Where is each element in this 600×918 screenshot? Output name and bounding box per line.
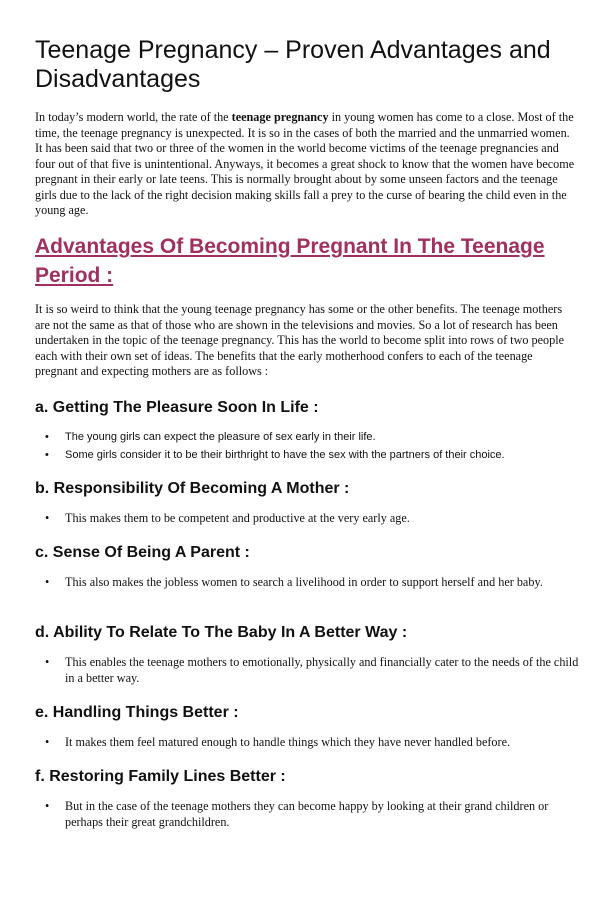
bullet-list (35, 430, 580, 463)
list-item (35, 448, 580, 464)
section-heading: a. Getting The Pleasure Soon In Life : (35, 399, 319, 416)
list-item-text: But in the case of the teenage mothers they can become happy by looking at their grand children or perhaps their great grandchildren. (65, 799, 549, 829)
intro-paragraph (35, 110, 575, 219)
list-item-text: It makes them feel matured enough to handle things which they have never handled before. (65, 735, 511, 749)
bullet-list (35, 799, 580, 830)
bullet-icon: • (45, 735, 50, 749)
bullet-icon: • (45, 575, 50, 589)
list-item-text: This enables the teenage mothers to emotionally, physically and financially cater to the needs of the child in a better way. (65, 655, 579, 685)
section-heading: d. Ability To Relate To The Baby In A Better Way : (35, 624, 408, 641)
section-heading: e. Handling Things Better : (35, 704, 239, 721)
list-item (35, 655, 580, 686)
section-heading: b. Responsibility Of Becoming A Mother : (35, 480, 350, 497)
section-heading: f. Restoring Family Lines Better : (35, 768, 286, 785)
page-title: Teenage Pregnancy – Proven Advantages and Disadvantages (35, 36, 551, 93)
list-item (35, 799, 580, 830)
bullet-icon: • (45, 448, 49, 461)
list-item (35, 575, 580, 591)
section-d (35, 623, 580, 688)
bullet-icon: • (45, 799, 50, 813)
bullet-icon: • (45, 511, 50, 525)
intro-text-before: In today’s modern world, the rate of the (35, 110, 232, 124)
list-item (35, 735, 580, 751)
list-item-text: This also makes the jobless women to search a livelihood in order to support herself and her baby. (65, 575, 543, 589)
bullet-icon: • (45, 431, 49, 443)
section-f (35, 767, 580, 832)
list-item-text: The young girls can expect the pleasure of sex early in their life. (65, 431, 376, 443)
bullet-list (35, 655, 580, 686)
intro-text-after: in young women has come to a close. Most of the time, the teenage pregnancy is unexpected. It is so in the cases of both the married and the unmarried women. It has been said that two or three of the women in the world become victims of the teenage pregnancies and four out of that five is unintentional. Anyways, it becomes a great shock to know that the women have become pregnant in their early or late teens. This is normally brought about by some unseen factors and the teenage girls due to the lack of the right decision making skills fall a prey to the curse of bearing the child even in the young age. (35, 110, 575, 217)
list-item-text: Some girls consider it to be their birthright to have the sex with the partners of their choice. (65, 448, 505, 461)
bullet-icon: • (45, 655, 50, 669)
section-a (35, 398, 580, 465)
bullet-list (35, 511, 580, 527)
advantages-heading: Advantages Of Becoming Pregnant In The Teenage Period : (35, 235, 545, 287)
list-item-text: This makes them to be competent and productive at the very early age. (65, 511, 410, 525)
section-heading: c. Sense Of Being A Parent : (35, 544, 250, 561)
intro-bold-keyword: teenage pregnancy (231, 110, 329, 124)
list-item (35, 511, 580, 527)
section-e (35, 703, 580, 753)
bullet-list (35, 735, 580, 751)
advantages-intro-paragraph: It is so weird to think that the young teenage pregnancy has some or the other benefits. The teenage mothers are not the same as that of those who are shown in the televisions and movies. So a lot of research has been undertaken in the topic of the teenage pregnancy. This has the world to become split into rows of two people each with their own set of ideas. The benefits that the early motherhood confers to each of the teenage pregnant and expecting mothers are as follows : (35, 302, 564, 378)
bullet-list (35, 575, 580, 591)
section-c (35, 543, 580, 593)
list-item (35, 430, 580, 446)
section-b (35, 479, 580, 529)
